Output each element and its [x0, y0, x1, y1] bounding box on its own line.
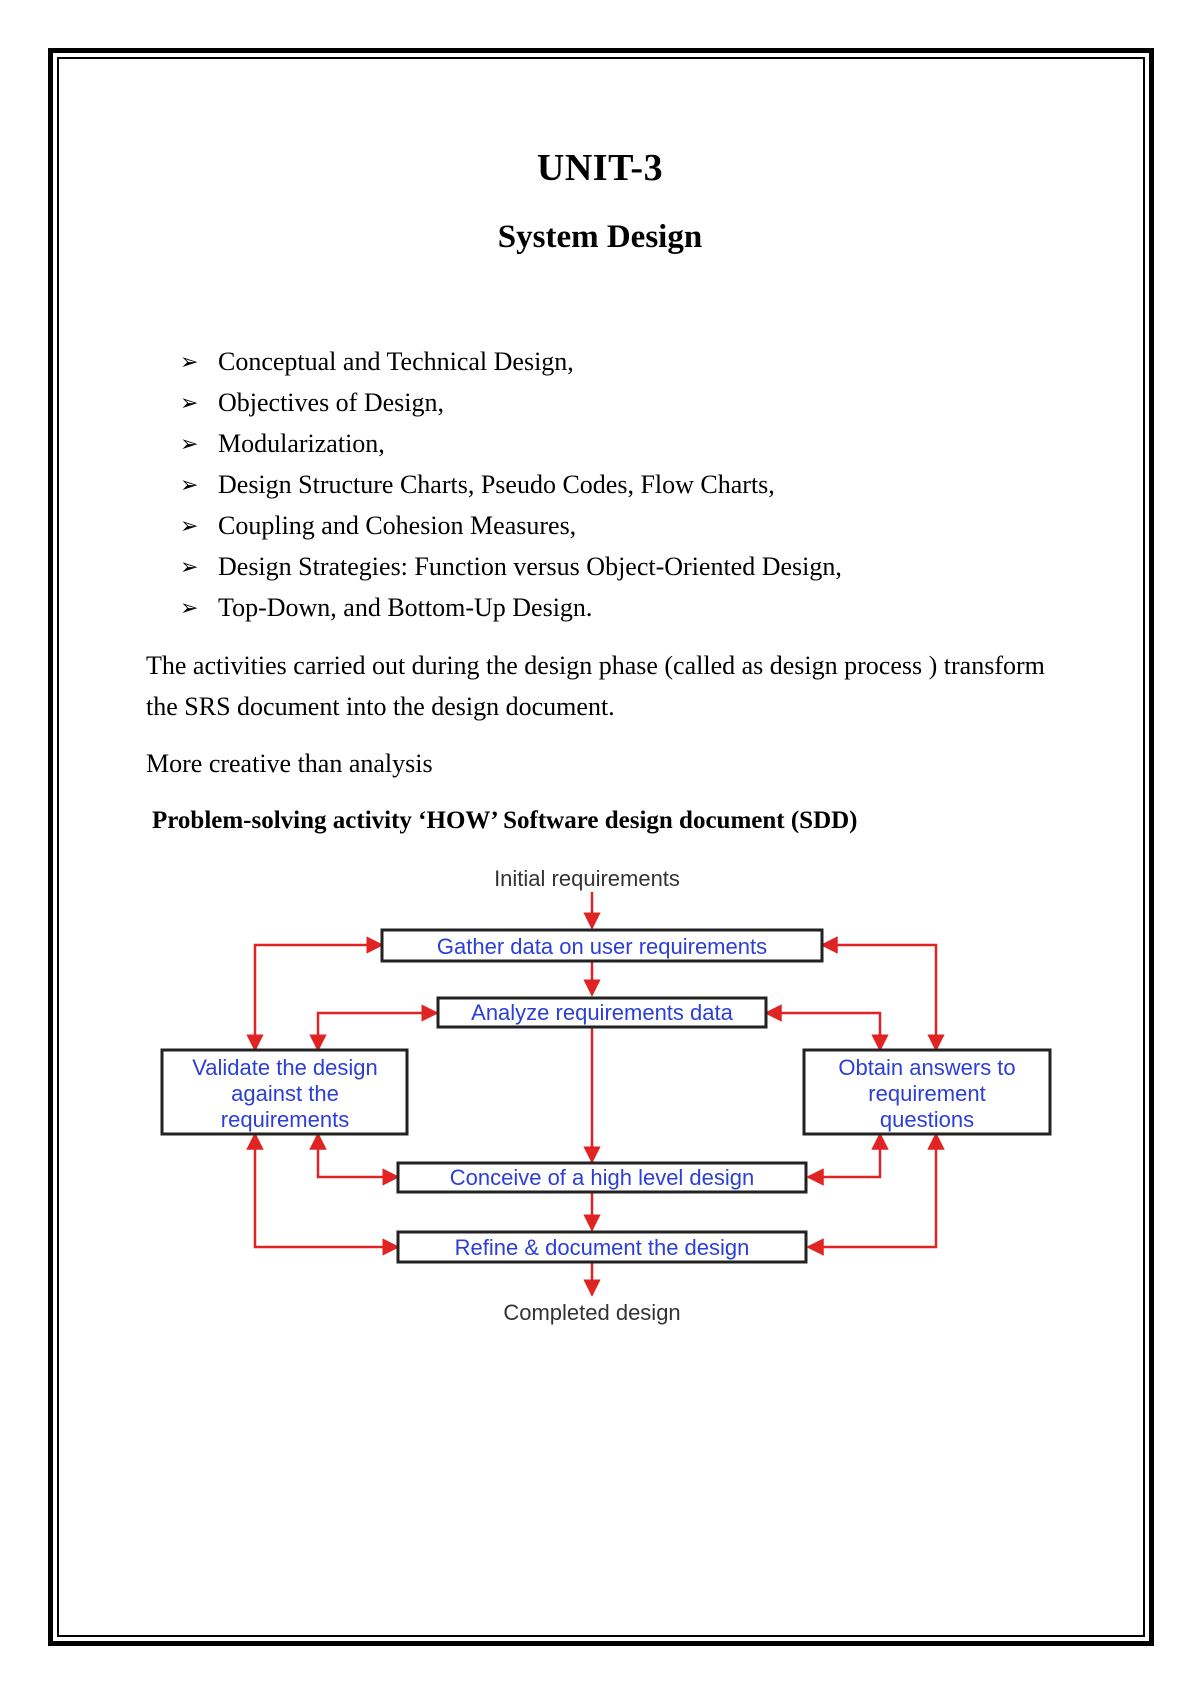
arrow-obtain-analyze	[766, 1013, 880, 1050]
arrow-bullet-icon: ➢	[180, 431, 199, 456]
obtain-line-3: questions	[879, 1107, 975, 1132]
obtain-line-1: Obtain answers to	[838, 1055, 1016, 1080]
list-item: ➢ Design Strategies: Function versus Object-Oriented Design,	[180, 546, 842, 587]
problem-solving-paragraph: Problem-solving activity ‘HOW’ Software design document (SDD)	[152, 807, 858, 834]
arrow-obtain-conceive	[808, 1134, 880, 1177]
arrow-bullet-icon: ➢	[180, 595, 199, 620]
arrow-bullet-icon: ➢	[180, 554, 199, 579]
completed-design-label: Completed design	[503, 1300, 681, 1325]
refine-label: Refine & document the design	[454, 1235, 750, 1260]
arrow-bullet-icon: ➢	[180, 349, 199, 374]
obtain-line-2: requirement	[868, 1081, 986, 1106]
list-item: ➢ Coupling and Cohesion Measures,	[180, 505, 842, 546]
arrow-bullet-icon: ➢	[180, 472, 199, 497]
initial-requirements-label: Initial requirements	[494, 866, 680, 891]
gather-label: Gather data on user requirements	[436, 934, 768, 959]
list-item: ➢ Modularization,	[180, 423, 842, 464]
validate-line-1: Validate the design	[192, 1055, 378, 1080]
creative-paragraph: More creative than analysis	[146, 749, 433, 778]
arrow-validate-conceive	[318, 1134, 398, 1177]
arrow-validate-analyze	[318, 1013, 437, 1050]
arrow-obtain-refine	[808, 1134, 936, 1247]
validate-line-3: requirements	[220, 1107, 350, 1132]
list-item: ➢ Top-Down, and Bottom-Up Design.	[180, 587, 842, 628]
arrow-validate-refine	[255, 1134, 398, 1247]
design-phase-paragraph: The activities carried out during the design phase (called as design process ) transform the SRS document into the design document.	[146, 651, 1045, 721]
list-item: ➢ Conceptual and Technical Design,	[180, 341, 842, 382]
page-subtitle: System Design	[497, 219, 703, 255]
conceive-label: Conceive of a high level design	[449, 1165, 755, 1190]
list-item: ➢ Objectives of Design,	[180, 382, 842, 423]
arrow-bullet-icon: ➢	[180, 513, 199, 538]
list-item: ➢ Design Structure Charts, Pseudo Codes, Flow Charts,	[180, 464, 842, 505]
analyze-label: Analyze requirements data	[471, 1000, 733, 1025]
unit-title: UNIT-3	[536, 147, 664, 189]
arrow-bullet-icon: ➢	[180, 390, 199, 415]
validate-line-2: against the	[231, 1081, 339, 1106]
